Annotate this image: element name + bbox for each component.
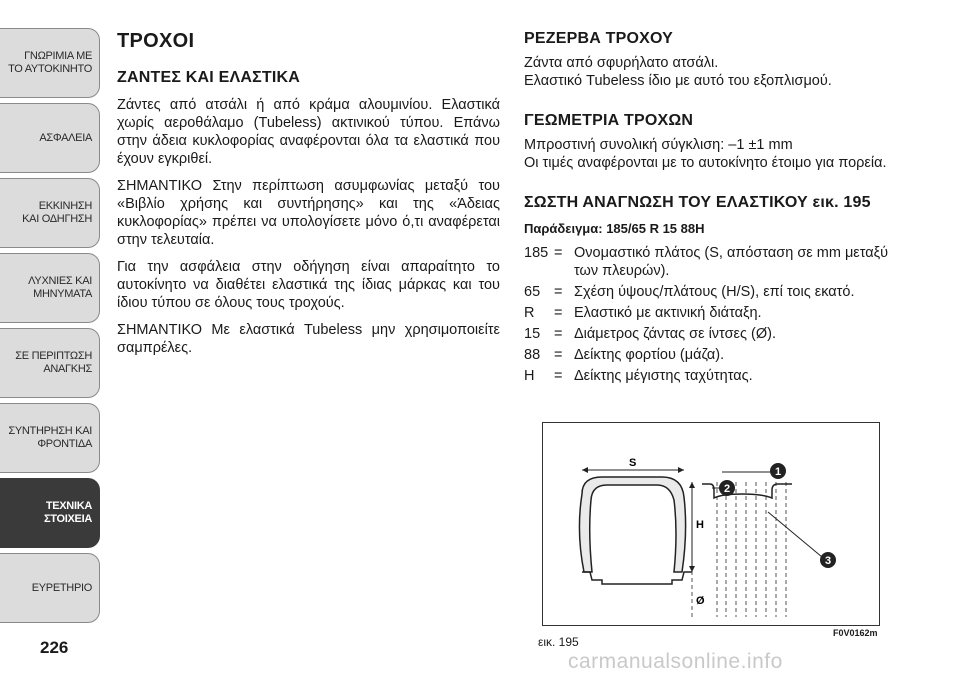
width-label: S: [629, 457, 637, 469]
section-title-rims-tyres: ΖΑΝΤΕΣ ΚΑΙ ΕΛΑΣΤΙΚΑ: [117, 69, 301, 86]
tab-maintenance[interactable]: ΣΥΝΤΗΡΗΣΗ ΚΑΙ ΦΡΟΝΤΙΔΑ: [0, 403, 100, 473]
figure-frame: [543, 423, 880, 626]
right-column: [524, 30, 890, 385]
left-column: [117, 30, 500, 357]
tab-index[interactable]: ΕΥΡΕΤΗΡΙΟ: [0, 553, 100, 623]
paragraph: ΣΗΜΑΝΤΙΚΟ Στην περίπτωση ασυμφωνίας μεταξύ του «Βιβλίο χρήσης και συντήρησης» και της «Άδειας κυκλοφορίας» πρέπει να υπολογίσετε μόνο ό,τι αναφέρεται στην τελευταία.: [117, 178, 500, 248]
section-title-tyre-reading: ΣΩΣΤΗ ΑΝΑΓΝΩΣΗ ΤΟΥ ΕΛΑΣΤΙΚΟΥ εικ. 195: [524, 194, 871, 211]
spec-desc: Ονομαστικό πλάτος (S, απόσταση σε mm μεταξύ των πλευρών).: [574, 245, 889, 279]
diameter-label: Ø: [696, 595, 705, 607]
tab-warning-lights[interactable]: ΛΥΧΝΙΕΣ ΚΑΙ ΜΗΝΥΜΑΤΑ: [0, 253, 100, 323]
text-line: Μπροστινή συνολική σύγκλιση: –1 ±1 mm: [524, 137, 793, 153]
spec-eq: =: [554, 245, 563, 261]
spec-eq: =: [554, 347, 563, 363]
callout-3-number: 3: [824, 555, 832, 567]
tab-intro[interactable]: ΓΝΩΡΙΜΙΑ ΜΕ ΤΟ ΑΥΤΟΚΙΝΗΤΟ: [0, 28, 100, 98]
spec-row: [524, 244, 890, 280]
tab-emergency[interactable]: ΣΕ ΠΕΡΙΠΤΩΣΗ ΑΝΑΓΚΗΣ: [0, 328, 100, 398]
height-label: H: [696, 519, 704, 531]
tab-technical-data[interactable]: ΤΕΧΝΙΚΑ ΣΤΟΙΧΕΙΑ: [0, 478, 100, 548]
spec-list: [524, 244, 890, 385]
spec-code: 65: [524, 284, 541, 300]
paragraph: Ζάντες από ατσάλι ή από κράμα αλουμινίου. Ελαστικά χωρίς αεροθάλαμο (Tubeless) ακτινικού τύπου. Επάνω στην άδεια κυκλοφορίας αναφέρονται όλα τα ελαστικά που έχουν εγκριθεί.: [117, 97, 500, 167]
spec-row: [524, 304, 890, 322]
spec-eq: =: [554, 368, 563, 384]
callout-1-number: 1: [774, 466, 782, 478]
figure-code: F0V0162m: [833, 628, 878, 638]
spec-desc: Σχέση ύψους/πλάτους (H/S), επί τοις εκατό.: [574, 284, 855, 300]
spec-row: [524, 325, 890, 343]
example-label: Παράδειγμα: 185/65 R 15 88H: [524, 221, 705, 236]
spec-eq: =: [554, 284, 563, 300]
spec-desc: Δείκτης φορτίου (μάζα).: [574, 347, 725, 363]
spec-code: 185: [524, 245, 549, 261]
section-title-spare-wheel: ΡΕΖΕΡΒΑ ΤΡΟΧΟΥ: [524, 30, 674, 47]
figure-caption: εικ. 195: [538, 635, 579, 649]
text-line: Ζάντα από σφυρήλατο ατσάλι.: [524, 55, 719, 71]
spec-desc: Διάμετρος ζάντας σε ίντσες (Ø).: [574, 326, 776, 342]
text-line: Ελαστικό Tubeless ίδιο με αυτό του εξοπλισμού.: [524, 73, 832, 89]
spec-eq: =: [554, 305, 563, 321]
tab-starting-driving[interactable]: ΕΚΚΙΝΗΣΗ ΚΑΙ ΟΔΗΓΗΣΗ: [0, 178, 100, 248]
section-title-wheel-geometry: ΓΕΩΜΕΤΡΙΑ ΤΡΟΧΩΝ: [524, 112, 694, 129]
spec-row: [524, 367, 890, 385]
spec-code: 88: [524, 347, 541, 363]
spec-code: R: [524, 305, 535, 321]
spec-code: H: [524, 368, 535, 384]
spec-row: [524, 283, 890, 301]
paragraph: ΣΗΜΑΝΤΙΚΟ Με ελαστικά Tubeless μην χρησιμοποιείτε σαμπρέλες.: [117, 322, 500, 356]
page-number: 226: [40, 638, 69, 657]
tab-safety[interactable]: ΑΣΦΑΛΕΙΑ: [0, 103, 100, 173]
paragraph: Για την ασφάλεια στην οδήγηση είναι απαραίτητο το αυτοκίνητο να διαθέτει ελαστικά της ίδιας μάρκας και του ίδιου τύπου σε όλους τους τροχούς.: [117, 259, 500, 311]
spec-row: [524, 346, 890, 364]
text-line: Οι τιμές αναφέρονται με το αυτοκίνητο έτοιμο για πορεία.: [524, 155, 887, 171]
watermark: carmanualsonline.info: [568, 650, 783, 673]
spec-desc: Ελαστικό με ακτινική διάταξη.: [574, 305, 762, 321]
spec-eq: =: [554, 326, 563, 342]
spec-code: 15: [524, 326, 541, 342]
callout-2-number: 2: [723, 483, 731, 495]
page-title: ΤΡΟΧΟΙ: [117, 30, 195, 52]
spec-desc: Δείκτης μέγιστης ταχύτητας.: [574, 368, 753, 384]
tyre-diagram: [542, 422, 880, 626]
